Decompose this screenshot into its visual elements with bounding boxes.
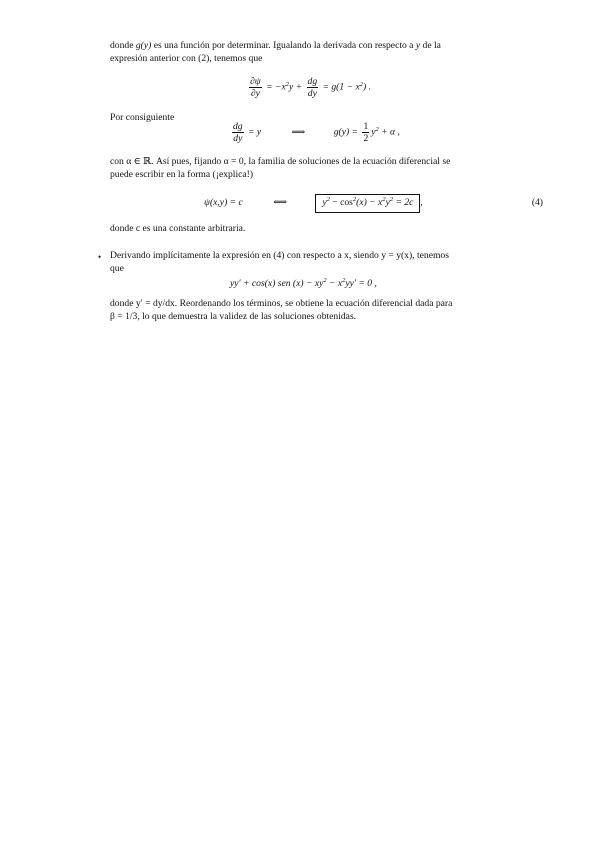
fraction-dg-dy: $\frac{dg}{dy}$ [307, 76, 318, 100]
paragraph-family-line1: con α ∈ ℝ. Así pues, fijando α = 0, la familia de soluciones de la ecuación diferencial se [110, 156, 451, 167]
fraction-dg-dy-2: $\frac{dg}{dy}$ [233, 121, 243, 145]
bullet-paragraph-line1: Derivando implícitamente la expresión en (4) con respecto a x, siendo y = y(x), tenemos [110, 250, 449, 261]
fraction-one-half: $\frac{1}{2}$ [363, 121, 369, 145]
text-por-consiguiente: Por consiguiente [110, 112, 175, 123]
paragraph-intro-line2: expresión anterior con (2), tenemos que [110, 52, 263, 64]
boxed-solution: $y^2 - \cos^2(x) - x^2y^2 = 2c$ [315, 194, 420, 213]
bullet-paragraph-line2: que [110, 262, 124, 274]
paragraph-conclusion-line1: donde y′ = dy/dx. Reordenando los términos, se obtiene la ecuación diferencial dada para [110, 298, 453, 309]
equation-number-4: (4) [531, 197, 543, 208]
iff-arrow: ⟺ [273, 197, 287, 208]
paragraph-family [110, 156, 543, 182]
paragraph-conclusion [110, 298, 543, 324]
fraction-dpsi-dy: $\frac{\partial\psi}{\partial y}$ [250, 76, 261, 100]
equation-4: ψ(x,y) = c ⟺ $y^2 - \cos^2(x) - x^2y^2 = 2c$ , [204, 194, 423, 213]
implies-arrow: ⟹ [291, 126, 306, 138]
text-donde-c: donde c es una constante arbitraria. [110, 223, 246, 234]
equation-implicit: yy′ + cos(x) sen $(x) - xy^2 - x^2yy' = 0$ , [230, 277, 377, 289]
paragraph-family-line2: puede escribir en la forma (¡explica!) [110, 168, 254, 180]
paragraph-intro [110, 40, 543, 66]
bullet-paragraph [110, 250, 543, 276]
paragraph-intro-line1: donde g(y) es una función por determinar. Igualando la derivada con respecto a y de la [110, 40, 441, 51]
equation-dg-dy: $\frac{dg}{dy}$ = y ⟹ g(y) = $\frac{1}{2}$ $y^2 + \alpha$ , [233, 121, 400, 145]
paragraph-conclusion-line2: β = 1/3, lo que demuestra la validez de las soluciones obtenidas. [110, 310, 357, 322]
equation-psi-derivative: $\frac{\partial\psi}{\partial y}$ = $-x^2y$ + $\frac{dg}{dy}$ = $g(1 - x^2)$ . [250, 76, 371, 100]
bullet-marker: • [98, 252, 102, 262]
